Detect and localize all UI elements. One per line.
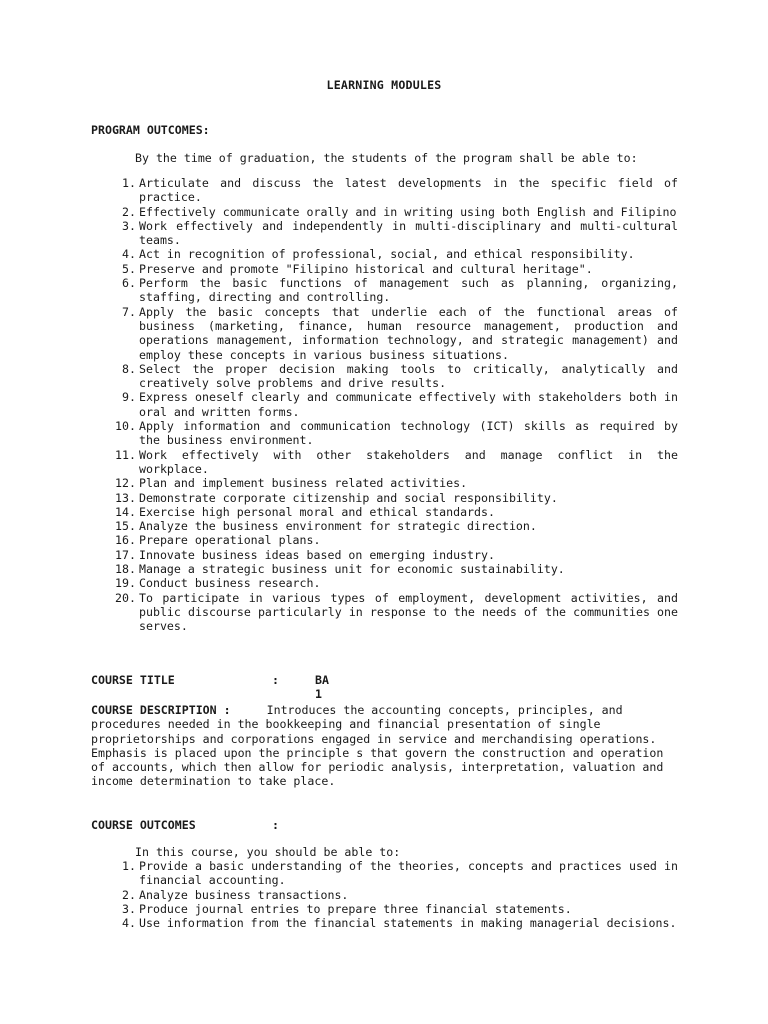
list-number: 18. bbox=[115, 562, 136, 577]
list-number: 4. bbox=[122, 247, 136, 262]
list-item-text: Manage a strategic business unit for economic sustainability. bbox=[139, 562, 565, 577]
list-number: 13. bbox=[115, 490, 136, 505]
list-number: 20. bbox=[115, 590, 136, 605]
program-outcomes-intro: By the time of graduation, the students of the program shall be able to: bbox=[135, 151, 638, 165]
list-number: 12. bbox=[115, 476, 136, 491]
list-item bbox=[0, 219, 678, 248]
list-item bbox=[0, 491, 678, 505]
list-number: 4. bbox=[122, 916, 136, 931]
list-item bbox=[0, 562, 678, 576]
program-outcomes-list bbox=[0, 176, 678, 634]
program-outcomes-heading: PROGRAM OUTCOMES: bbox=[91, 123, 210, 137]
list-item bbox=[0, 247, 678, 261]
list-item bbox=[0, 176, 678, 205]
list-item-text: Exercise high personal moral and ethical standards. bbox=[139, 504, 495, 519]
course-description bbox=[91, 703, 681, 789]
list-number: 9. bbox=[122, 390, 136, 405]
course-outcomes-intro: In this course, you should be able to: bbox=[135, 845, 401, 859]
course-outcomes-heading bbox=[91, 818, 279, 832]
course-title-row bbox=[91, 673, 329, 701]
course-title-label: COURSE TITLE bbox=[91, 673, 175, 687]
list-item-text: Prepare operational plans. bbox=[139, 533, 321, 548]
course-outcomes-label: COURSE OUTCOMES bbox=[91, 818, 196, 832]
list-item-text: Use information from the financial statements in making managerial decisions. bbox=[139, 916, 677, 931]
list-item-text: Analyze the business environment for strategic direction. bbox=[139, 519, 537, 534]
list-item bbox=[0, 448, 678, 477]
list-item bbox=[0, 519, 678, 533]
list-item-text: Conduct business research. bbox=[139, 576, 321, 591]
list-item-text: Select the proper decision making tools to critically, analytically and creatively solve problems and drive results. bbox=[139, 361, 678, 391]
list-item-text: Effectively communicate orally and in writing using both English and Filipino bbox=[139, 204, 677, 219]
list-item bbox=[0, 888, 678, 902]
list-item bbox=[0, 576, 678, 590]
list-number: 11. bbox=[115, 447, 136, 462]
list-item bbox=[0, 902, 678, 916]
list-number: 2. bbox=[122, 887, 136, 902]
list-item bbox=[0, 916, 678, 930]
list-number: 3. bbox=[122, 218, 136, 233]
list-item bbox=[0, 548, 678, 562]
page-title: LEARNING MODULES bbox=[326, 78, 442, 92]
list-item-text: To participate in various types of employment, development activities, and public discourse particularly in response to the needs of the communities one serves. bbox=[139, 590, 678, 634]
list-item-text: Demonstrate corporate citizenship and social responsibility. bbox=[139, 490, 558, 505]
list-number: 19. bbox=[115, 576, 136, 591]
list-number: 14. bbox=[115, 504, 136, 519]
course-outcomes-list bbox=[0, 859, 678, 930]
list-item bbox=[0, 305, 678, 362]
list-number: 10. bbox=[115, 419, 136, 434]
list-item-text: Plan and implement business related activities. bbox=[139, 476, 468, 491]
list-item bbox=[0, 419, 678, 448]
list-item-text: Perform the basic functions of management such as planning, organizing, staffing, directing and controlling. bbox=[139, 276, 678, 305]
list-item-text: Work effectively and independently in multi-disciplinary and multi-cultural teams. bbox=[139, 218, 678, 248]
list-item-text: Articulate and discuss the latest developments in the specific field of practice. bbox=[139, 176, 678, 205]
list-item-text: Express oneself clearly and communicate effectively with stakeholders both in oral and written forms. bbox=[139, 390, 678, 419]
list-item bbox=[0, 390, 678, 419]
list-number: 3. bbox=[122, 901, 136, 916]
list-number: 15. bbox=[115, 519, 136, 534]
list-item-text: Analyze business transactions. bbox=[139, 887, 349, 902]
list-item bbox=[0, 505, 678, 519]
list-item bbox=[0, 591, 678, 634]
course-title-value: BA 1 bbox=[315, 673, 329, 701]
list-item bbox=[0, 533, 678, 547]
list-item-text: Act in recognition of professional, social, and ethical responsibility. bbox=[139, 247, 635, 262]
list-number: 7. bbox=[122, 304, 136, 319]
list-item bbox=[0, 859, 678, 888]
list-item bbox=[0, 476, 678, 490]
list-number: 1. bbox=[122, 859, 136, 873]
list-item-text: Provide a basic understanding of the theories, concepts and practices used in financial accounting. bbox=[139, 859, 678, 888]
course-description-text: Introduces the accounting concepts, principles, and procedures needed in the bookkeeping and financial presentation of single proprietorships and corporations engaged in service and merchandising operations. Emphasis is placed upon the principle s that govern the construction and operation of accounts, which then allow for periodic analysis, interpretation, valuation and income determination to take place. bbox=[91, 703, 664, 789]
list-number: 8. bbox=[122, 361, 136, 376]
list-item bbox=[0, 362, 678, 391]
list-item bbox=[0, 205, 678, 219]
course-outcomes-colon: : bbox=[272, 818, 279, 832]
course-description-label: COURSE DESCRIPTION : bbox=[91, 703, 231, 717]
list-number: 17. bbox=[115, 547, 136, 562]
list-item-text: Apply the basic concepts that underlie each of the functional areas of business (marketing, finance, human resource management, production and operations management, information technology, and strategic management) and employ these concepts in various business situations. bbox=[139, 304, 678, 362]
list-item bbox=[0, 276, 678, 305]
list-item-text: Preserve and promote "Filipino historical and cultural heritage". bbox=[139, 261, 593, 276]
list-item-text: Innovate business ideas based on emerging industry. bbox=[139, 547, 495, 562]
list-number: 6. bbox=[122, 276, 136, 291]
list-number: 2. bbox=[122, 204, 136, 219]
list-item bbox=[0, 262, 678, 276]
course-title-colon: : bbox=[272, 673, 279, 687]
list-item-text: Work effectively with other stakeholders and manage conflict in the workplace. bbox=[139, 447, 678, 476]
list-item-text: Produce journal entries to prepare three financial statements. bbox=[139, 901, 572, 916]
list-number: 1. bbox=[122, 176, 136, 190]
list-item-text: Apply information and communication technology (ICT) skills as required by the business environment. bbox=[139, 419, 678, 448]
list-number: 16. bbox=[115, 533, 136, 548]
list-number: 5. bbox=[122, 261, 136, 276]
